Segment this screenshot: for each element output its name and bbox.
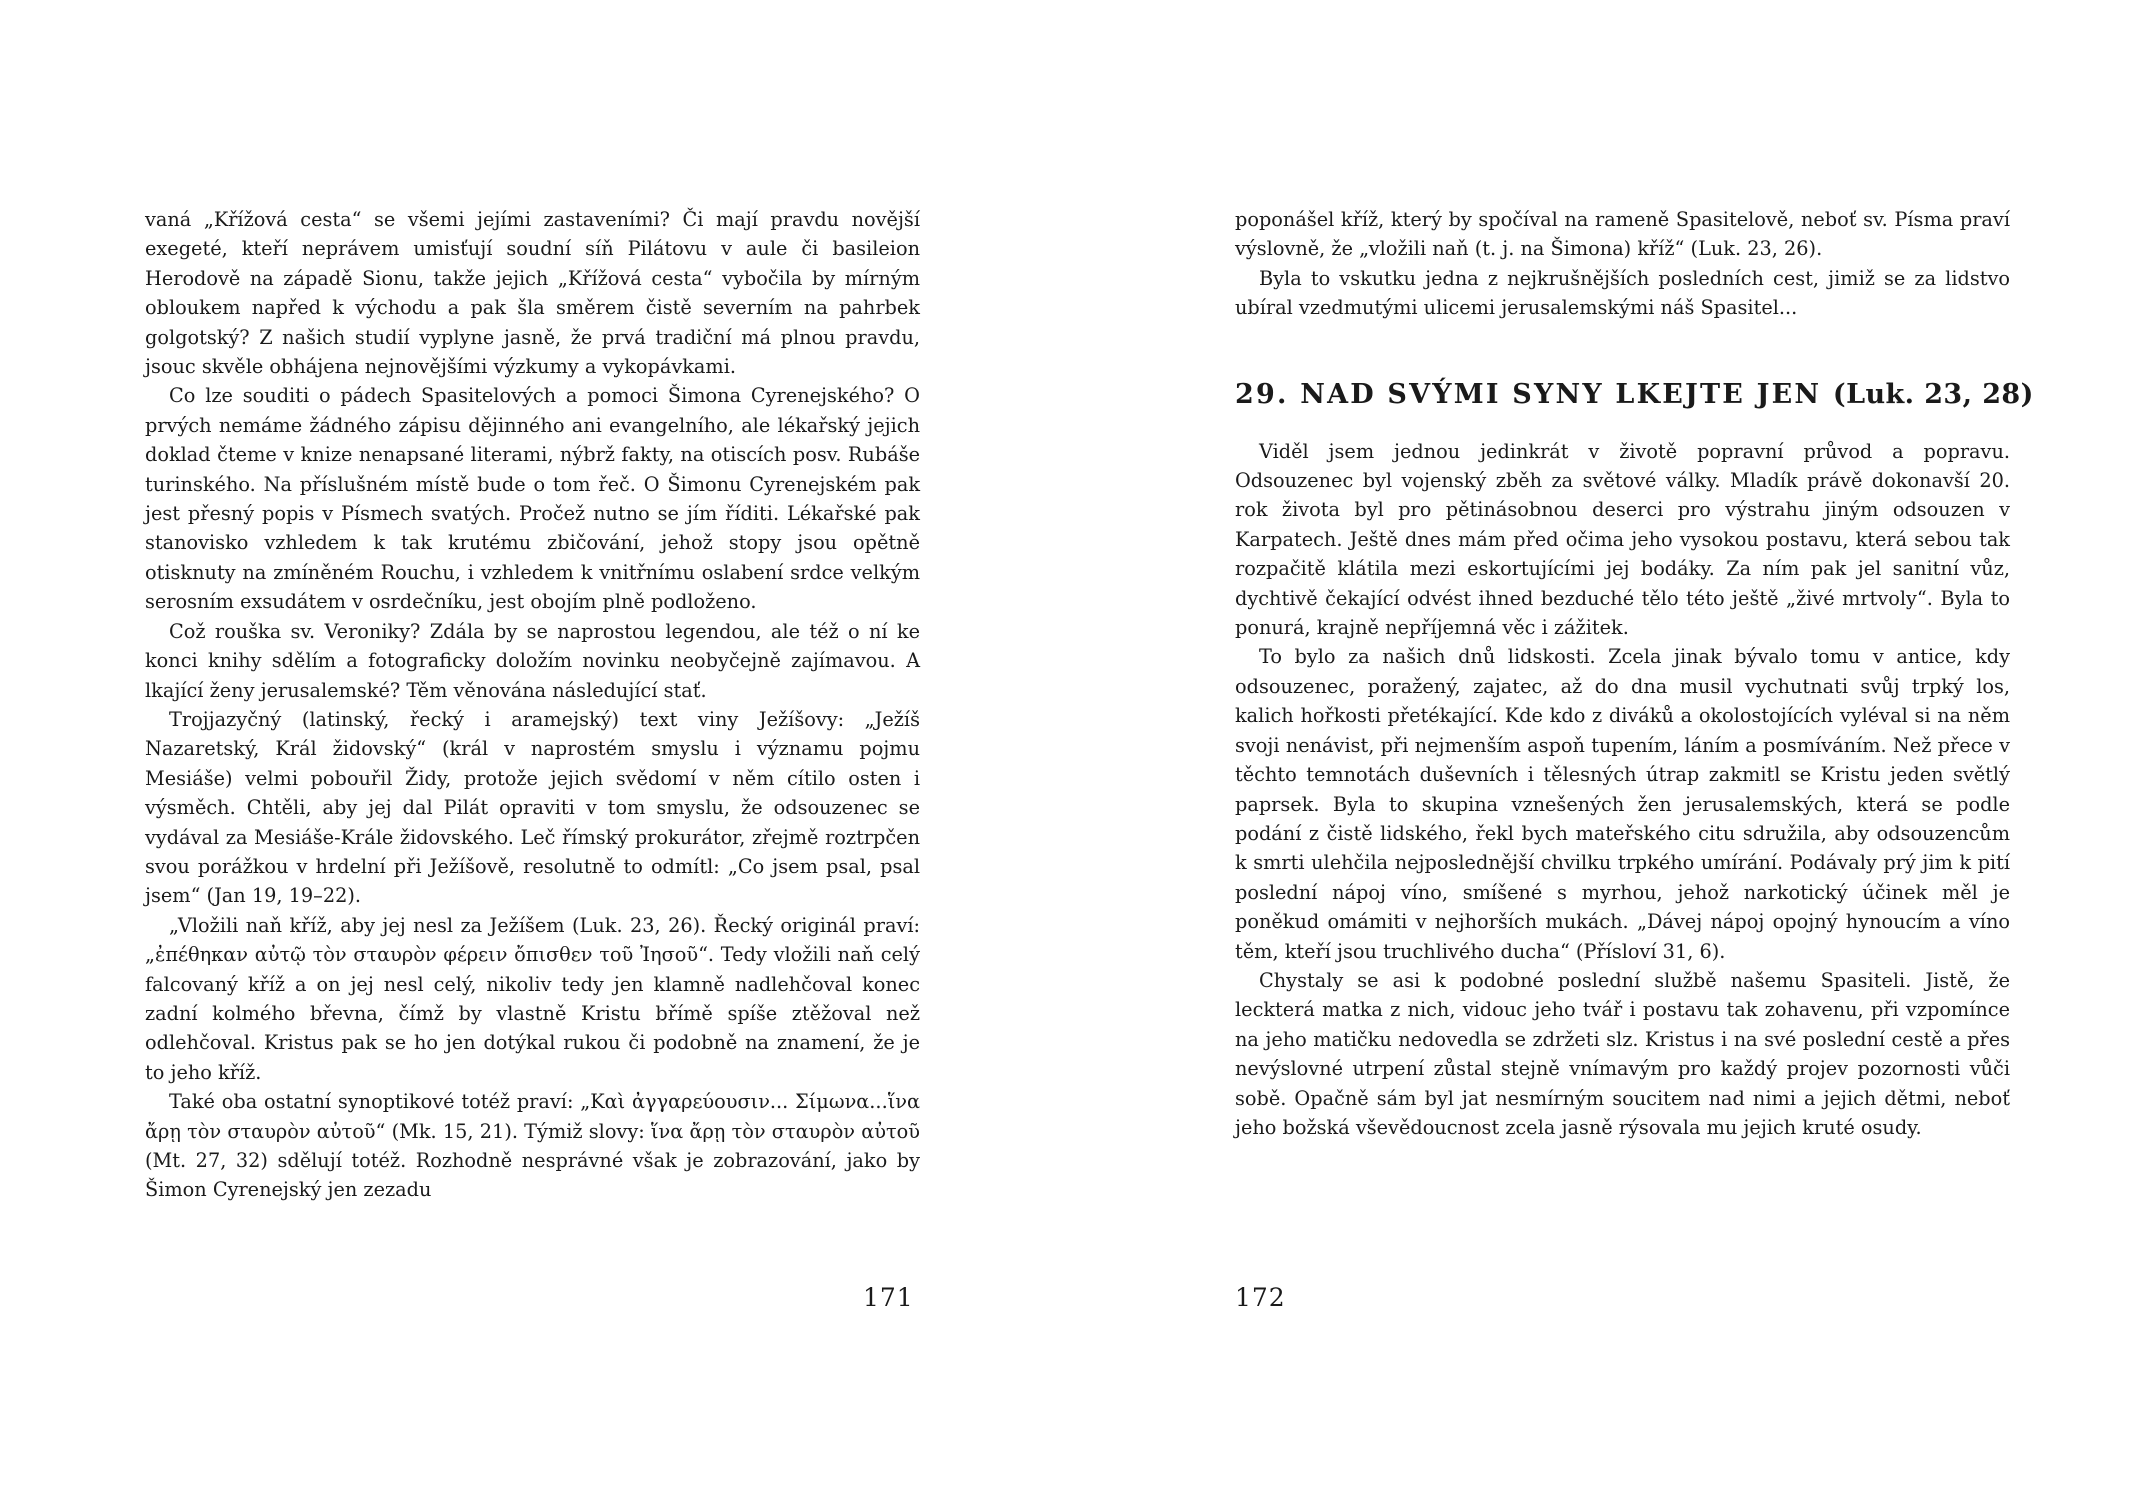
left-paragraph-5: „Vložili naň kříž, aby jej nesl za Ježíšem (Luk. 23, 26). Řecký originál praví: „ἐπέθηκαν αὐτῷ τὸν σταυρὸν φέρειν ὄπισθεν τοῦ Ἰησοῦ“. Tedy vložili naň celý falcovaný kříž a on jej nesl celý, nikoliv tedy jen klamně nadlehčoval konec zadní kolmého břevna, čímž by vlastně Kristu břímě spíše ztěžoval než odlehčoval. Kristus pak se ho jen dotýkal rukou či podobně na znamení, že je to jeho kříž. bbox=[145, 913, 920, 1084]
right-paragraph-2: To bylo za našich dnů lidskosti. Zcela jinak bývalo tomu v antice, kdy odsouzenec, poražený, zajatec, až do dna musil vychutnati svůj trpký los, kalich hořkosti přetékající. Kde kdo z diváků a okolostojících vyléval si na něm svoji nenávist, při nejmenším aspoň tupením, láním a posmíváním. Než přece v těchto temnotách duševních i tělesných útrap zakmitl se Kristu jeden světlý paprsek. Byla to skupina vznešených žen jerusalemských, která se podle podání z čistě lidského, řekl bych mateřského citu sdružila, aby odsouzencům k smrti ulehčila nejposlednější chvilku trpkého umírání. Podávaly prý jim k pití poslední nápoj víno, smíšené s myrhou, jehož narkotický účinek měl je poněkud omámiti v nejhorších mukách. „Dávej nápoj opojný hynoucím a víno těm, kteří jsou truchlivého ducha“ (Přísloví 31, 6). bbox=[1235, 645, 2010, 963]
chapter-reference: (Luk. 23, 28) bbox=[1832, 378, 2034, 410]
left-paragraph-3: Což rouška sv. Veroniky? Zdála by se naprostou legendou, ale též o ní ke konci knihy sdělím a fotograficky doložím novinku neobyčejně zajímavou. A lkající ženy jerusalemské? Těm věnována následující stať. bbox=[145, 619, 920, 702]
page-number-right: 172 bbox=[1235, 1283, 1286, 1312]
right-paragraph-1: Viděl jsem jednou jedinkrát v životě popravní průvod a popravu. Odsouzenec byl vojenský zběh za světové války. Mladík právě dokonavší 20. rok života byl pro pětinásobnou deserci pro výstrahu jiným odsouzen v Karpatech. Ještě dnes mám před očima jeho vysokou postavu, která sebou tak rozpačitě klátila mezi eskortujícími jej bodáky. Za ním pak jel sanitní vůz, dychtivě čekající odvést ihned bezduché tělo této ještě „živé mrtvoly“. Byla to ponurá, krajně nepříjemná věc i zážitek. bbox=[1235, 439, 2010, 640]
left-paragraph-2: Co lze souditi o pádech Spasitelových a pomoci Šimona Cyrenejského? O prvých nemáme žádného zápisu dějinného ani evangelního, ale lékařský jejich doklad čteme v knize nenapsané literami, nýbrž fakty, na otiscích posv. Rubáše turinského. Na příslušném místě bude o tom řeč. O Šimonu Cyrenejském pak jest přesný popis v Písmech svatých. Pročež nutno se jím říditi. Lékařské pak stanovisko vzhledem k tak krutému zbičování, jehož stopy jsou opětně otisknuty na zmíněném Rouchu, i vzhledem k vnitřnímu oslabení srdce velkým serosním exsudátem v osrdečníku, jest obojím plně podloženo. bbox=[145, 384, 920, 614]
left-page bbox=[145, 205, 920, 1205]
right-paragraph-3: Chystaly se asi k podobné poslední službě našemu Spasiteli. Jistě, že leckterá matka z nich, vidouc jeho tvář i postavu tak zohavenu, při vzpomínce na jeho matičku nedovedla se zdržeti slz. Kristus i na své poslední cestě a přes nevýslovné utrpení zůstal stejně vnímavým pro každý projev pozornosti vůči sobě. Opačně sám byl jat nesmírným soucitem nad nimi a jejich dětmi, neboť jeho božská vševědoucnost zcela jasně rýsovala mu jejich kruté osudy. bbox=[1235, 968, 2010, 1139]
chapter-heading bbox=[1235, 378, 2034, 412]
right-page bbox=[1235, 205, 2034, 1142]
page-number-left: 171 bbox=[863, 1283, 914, 1312]
right-paragraph-continued: poponášel kříž, který by spočíval na rameně Spasitelově, neboť sv. Písma praví výslovně, že „vložili naň (t. j. na Šimona) kříž“ (Luk. 23, 26). bbox=[1235, 208, 2010, 261]
left-paragraph-4: Trojjazyčný (latinský, řecký i aramejský) text viny Ježíšovy: „Ježíš Nazaretský, Král židovský“ (král v naprostém smyslu i významu pojmu Mesiáše) velmi pobouřil Židy, protože jejich svědomí v něm cítilo osten i výsměch. Chtěli, aby jej dal Pilát opraviti v tom smyslu, že odsouzenec se vydával za Mesiáše-Krále židovského. Leč římský prokurátor, zřejmě roztrpčen svou porážkou v hrdelní při Ježíšově, resolutně to odmítl: „Co jsem psal, psal jsem“ (Jan 19, 19–22). bbox=[145, 707, 920, 908]
right-paragraph-closing: Byla to vskutku jedna z nejkrušnějších posledních cest, jimiž se za lidstvo ubíral vzedmutými ulicemi jerusalemskými náš Spasitel... bbox=[1235, 266, 2010, 320]
left-paragraph-6: Také oba ostatní synoptikové totéž praví: „Καὶ ἀγγαρεύουσιν... Σίμωνα...ἵνα ἄρῃ τὸν σταυρὸν αὐτοῦ“ (Mk. 15, 21). Týmiž slovy: ἵνα ἄρῃ τὸν σταυρὸν αὐτοῦ (Mt. 27, 32) sdělují totéž. Rozhodně nesprávné však je zobrazování, jako by Šimon Cyrenejský jen zezadu bbox=[145, 1090, 920, 1202]
chapter-title-text: NAD SVÝMI SYNY LKEJTE JEN bbox=[1300, 378, 1822, 410]
left-paragraph-1: vaná „Křížová cesta“ se všemi jejími zastaveními? Či mají pravdu novější exegeté, kteří neprávem umisťují soudní síň Pilátovu v aule či basileion Herodově na západě Sionu, takže jejich „Křížová cesta“ vybočila by mírným obloukem napřed k východu a pak šla směrem čistě severním na pahrbek golgotský? Z našich studií vyplyne jasně, že prvá tradiční má plnou pravdu, jsouc skvěle obhájena nejnovějšími výzkumy a vykopávkami. bbox=[145, 208, 920, 379]
chapter-number: 29. bbox=[1235, 378, 1289, 410]
